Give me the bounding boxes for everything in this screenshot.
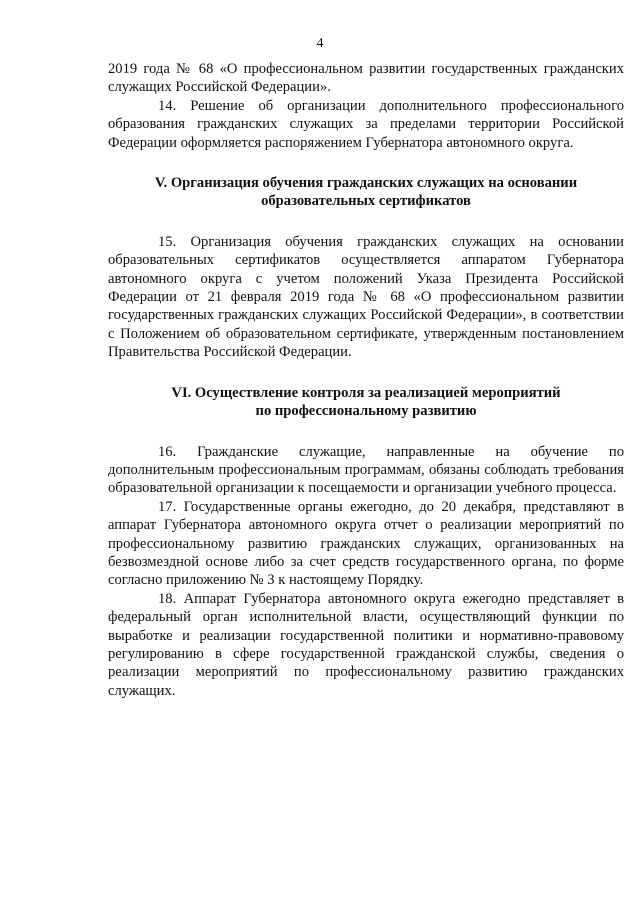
- section-5-heading-line-2: образовательных сертификатов: [261, 193, 471, 210]
- paragraph-18: 18. Аппарат Губернатора автономного округа ежегодно представляет в федеральный орган исполнительной власти, осуществляющий функции по выработке и реализации государственной политики и нормативно-правовому регулированию в сфере государственной гражданской службы, сведения о реализации мероприятий по профессиональному развитию гражданских служащих.: [108, 590, 624, 699]
- paragraph-17: 17. Государственные органы ежегодно, до 20 декабря, представляют в аппарат Губернатора автономного округа отчет о реализации мероприятий по профессиональному развитию гражданских служащих, организованных на безвозмездной основе либо за счет средств государственного органа, по форме согласно приложению № 3 к настоящему Порядку.: [108, 498, 624, 589]
- section-6-heading-line-2: по профессиональному развитию: [255, 403, 477, 420]
- section-5-heading-line-1: V. Организация обучения гражданских служащих на основании: [154, 175, 578, 192]
- document-body: [108, 60, 624, 700]
- page-number: 4: [316, 36, 324, 51]
- paragraph-16: 16. Гражданские служащие, направленные на обучение по дополнительным профессиональным программам, обязаны соблюдать требования образовательной организации к посещаемости и организации учебного процесса.: [108, 443, 624, 497]
- paragraph-continuation: 2019 года № 68 «О профессиональном развитии государственных гражданских служащих Российской Федерации».: [108, 61, 624, 96]
- paragraph-14: 14. Решение об организации дополнительного профессионального образования гражданских служащих за пределами территории Российской Федерации оформляется распоряжением Губернатора автономного округа.: [108, 97, 624, 151]
- paragraph-15: 15. Организация обучения гражданских служащих на основании образовательных сертификатов осуществляется аппаратом Губернатора автономного округа с учетом положений Указа Президента Российской Федерации от 21 февраля 2019 года № 68 «О профессиональном развитии государственных гражданских служащих Российской Федерации», в соответствии с Положением об образовательном сертификате, утвержденным постановлением Правительства Российской Федерации.: [108, 233, 624, 361]
- section-6-heading-line-1: VI. Осуществление контроля за реализацией мероприятий: [171, 384, 561, 401]
- section-6-heading: [108, 384, 624, 421]
- section-5-heading: [108, 174, 624, 211]
